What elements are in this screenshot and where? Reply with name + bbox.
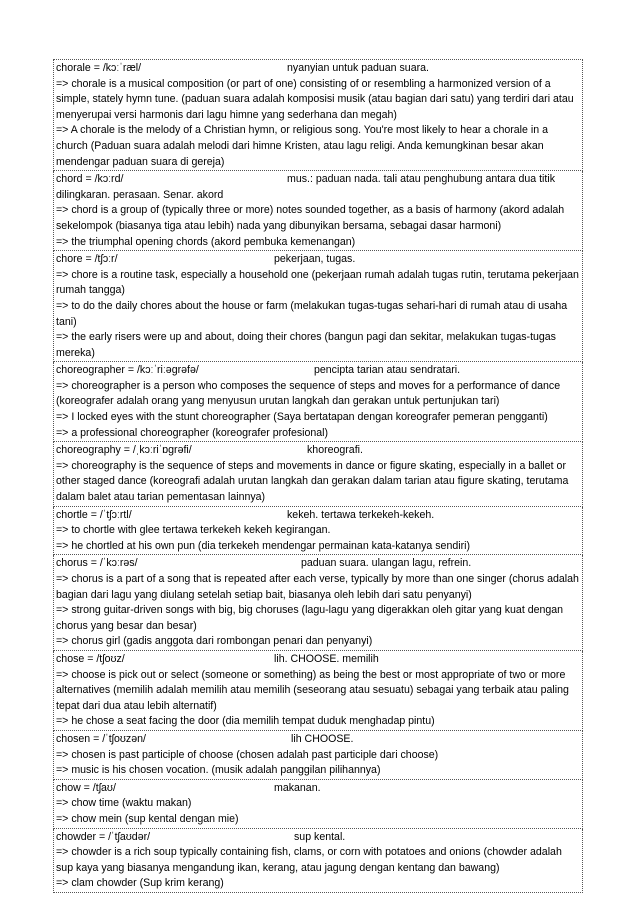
gloss: lih. CHOOSE. memilih xyxy=(274,652,379,665)
entry-header xyxy=(56,61,580,77)
example-line: => choreographer is a person who composes the sequence of steps and moves for a performance of dance (koreografer adalah orang yang menyusun urutan langkah dan gerakan untuk pertunjukan tari) xyxy=(56,379,561,408)
example-line: => chorale is a musical composition (or part of one) consisting of or resembling a harmonized version of a simple, stately hymn tune. (paduan suara adalah komposisi musik (atau bagian dari satu) yang terdiri dari atau menyerupai versi harmonis dari lagu himne yang sederhana dan megah) xyxy=(56,77,574,121)
dictionary-entry xyxy=(53,442,583,506)
example-line: => A chorale is the melody of a Christian hymn, or religious song. You're most likely to hear a chorale in a church (Paduan suara adalah melodi dari himne Kristen, atau lagu religi. Anda kemungkinan besar akan mendengar paduan suara di gereja) xyxy=(56,124,548,168)
example-line: => he chortled at his own pun (dia terkekeh mendengar permainan kata-katanya sendiri) xyxy=(56,539,470,552)
example-line: => choose is pick out or select (someone or something) as being the best or most appropriate of two or more alternatives (memilih adalah memilih atau memilih (seseorang atau sesuatu) sebagai yang terbaik atau paling tepat dari dua atau lebih alternatif) xyxy=(56,668,569,712)
dictionary-entry xyxy=(53,251,583,362)
headword: chow = /tʃaʊ/ xyxy=(56,781,116,794)
entry-header xyxy=(56,443,580,459)
gloss: kekeh. tertawa terkekeh-kekeh. xyxy=(287,508,435,521)
gloss: nyanyian untuk paduan suara. xyxy=(287,62,429,74)
headword: chord = /kɔːrd/ xyxy=(56,173,124,186)
dictionary-entry xyxy=(53,362,583,442)
headword: chose = /tʃoʊz/ xyxy=(56,652,125,665)
example-line: => the triumphal opening chords (akord pembuka kemenangan) xyxy=(56,235,356,248)
headword: choreography = /ˌkɔːriˈɒgrəfi/ xyxy=(56,444,192,457)
example-line: => he chose a seat facing the door (dia memilih tempat duduk menghadap pintu) xyxy=(56,715,435,728)
entry-header xyxy=(56,508,580,524)
entry-header xyxy=(56,652,580,668)
example-line: => choreography is the sequence of steps and movements in dance or figure skating, especially in a ballet or other staged dance (koreografi adalah urutan langkah dan gerakan dalam tarian atau figure skating, terutama dalam balet atau tarian pementasan lainnya) xyxy=(56,459,569,504)
example-line: => chore is a routine task, especially a household one (pekerjaan rumah adalah tugas rutin, terutama pekerjaan rumah tangga) xyxy=(56,268,579,297)
dictionary-entry xyxy=(53,829,583,893)
gloss: khoreografi. xyxy=(307,444,363,457)
headword: chosen = /ˈtʃoʊzən/ xyxy=(56,732,146,745)
gloss: sup kental. xyxy=(294,830,346,843)
gloss: pencipta tarian atau sendratari. xyxy=(314,364,461,377)
gloss: makanan. xyxy=(274,781,321,794)
entry-header xyxy=(56,363,580,379)
example-line: => chosen is past participle of choose (chosen adalah past participle dari choose) xyxy=(56,748,439,761)
example-line: => to chortle with glee tertawa terkekeh kekeh kegirangan. xyxy=(56,524,331,537)
dictionary-entry xyxy=(53,780,583,829)
example-line: => chorus girl (gadis anggota dari rombongan penari dan penyanyi) xyxy=(56,635,373,648)
example-line: => to do the daily chores about the house or farm (melakukan tugas-tugas sehari-hari di rumah atau di usaha tani) xyxy=(56,299,568,328)
example-line: => chorus is a part of a song that is repeated after each verse, typically by more than one singer (chorus adalah bagian dari lagu yang diulang setelah setiap bait, biasanya oleh lebih dari satu penyanyi) xyxy=(56,573,579,601)
example-line: => the early risers were up and about, doing their chores (bangun pagi dan sekitar, melakukan tugas-tugas mereka) xyxy=(56,331,556,359)
dictionary-table xyxy=(53,59,583,893)
gloss: mus.: paduan nada. tali atau penghubung antara dua titik dilingkaran. perasaan. Senar. akord xyxy=(56,173,555,201)
dictionary-entry xyxy=(53,651,583,731)
entry-header xyxy=(56,252,580,268)
headword: choreographer = /kɔːˈriːəgrəfə/ xyxy=(56,364,199,377)
gloss: lih CHOOSE. xyxy=(291,732,354,745)
example-line: => I locked eyes with the stunt choreographer (Saya bertatapan dengan koreografer pemeran pengganti) xyxy=(56,411,548,424)
example-line: => a professional choreographer (koreografer profesional) xyxy=(56,426,329,439)
headword: chore = /tʃɔːr/ xyxy=(56,253,118,266)
dictionary-entry xyxy=(53,555,583,651)
entry-header xyxy=(56,732,580,748)
example-line: => chow time (waktu makan) xyxy=(56,797,192,810)
headword: chowder = /ˈtʃaʊdər/ xyxy=(56,830,151,843)
entry-header xyxy=(56,556,580,572)
entry-header xyxy=(56,781,580,797)
dictionary-entry xyxy=(53,171,583,251)
example-line: => chord is a group of (typically three or more) notes sounded together, as a basis of harmony (akord adalah sekelompok (biasanya tiga atau lebih) nada yang dibunyikan bersama, sebagai dasar harmoni) xyxy=(56,204,565,232)
dictionary-entry xyxy=(53,731,583,780)
dictionary-entry xyxy=(53,507,583,556)
example-line: => strong guitar-driven songs with big, big choruses (lagu-lagu yang digerakkan oleh gitar yang kuat dengan chorus yang besar dan besar) xyxy=(56,604,564,632)
headword: chortle = /ˈtʃɔːrtl/ xyxy=(56,508,132,521)
headword: chorale = /kɔːˈræl/ xyxy=(56,62,142,74)
example-line: => chow mein (sup kental dengan mie) xyxy=(56,812,239,825)
entry-header xyxy=(56,172,580,203)
example-line: => chowder is a rich soup typically containing fish, clams, or corn with potatoes and onions (chowder adalah sup kaya yang biasanya mengandung ikan, kerang, atau jagung dengan kentang dan bawang) xyxy=(56,846,562,874)
example-line: => music is his chosen vocation. (musik adalah panggilan pilihannya) xyxy=(56,764,381,777)
gloss: paduan suara. ulangan lagu, refrein. xyxy=(301,557,472,570)
dictionary-entry xyxy=(53,59,583,171)
entry-header xyxy=(56,830,580,846)
gloss: pekerjaan, tugas. xyxy=(274,253,356,266)
example-line: => clam chowder (Sup krim kerang) xyxy=(56,877,224,890)
headword: chorus = /ˈkɔːrəs/ xyxy=(56,557,138,570)
